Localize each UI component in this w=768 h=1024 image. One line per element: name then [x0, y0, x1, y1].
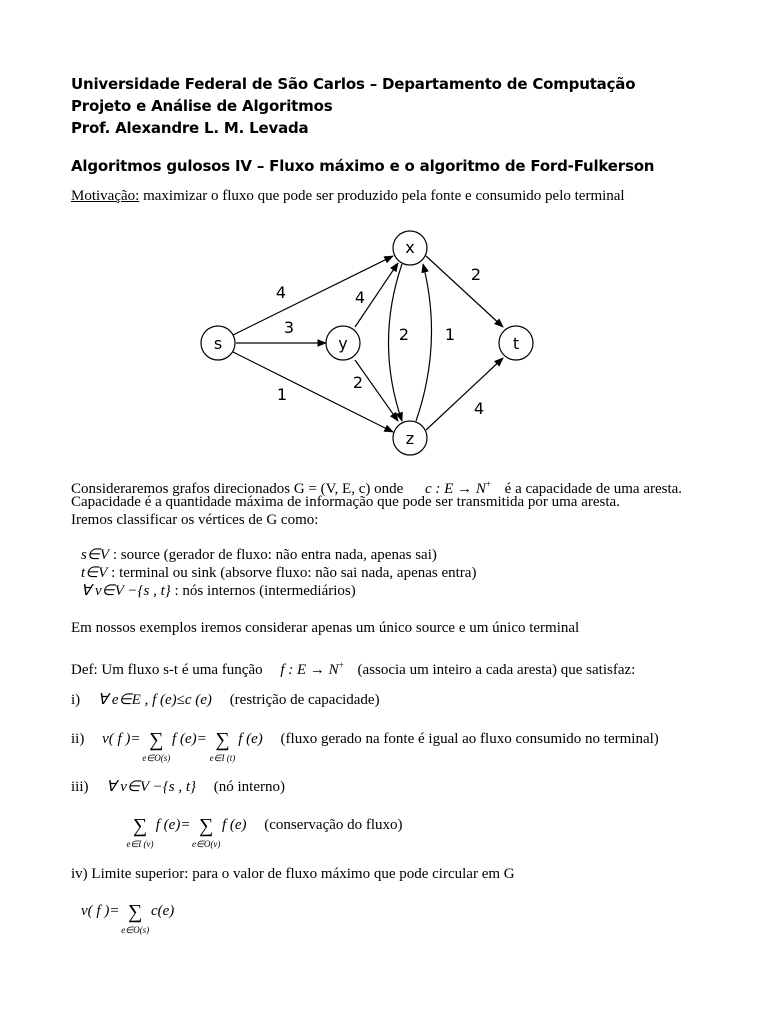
university-line: Universidade Federal de São Carlos – Departamento de Computação [71, 75, 636, 93]
cap-s-y: 3 [283, 318, 295, 337]
paragraph-line-3: Iremos classificar os vértices de G como: [71, 512, 319, 528]
internal-def: ∀ v∈V −{s , t} : nós internos (intermediários) [81, 583, 356, 599]
condition-iii: iii) ∀ v∈V −{s , t} (nó interno) [71, 779, 285, 795]
cap-x-t: 2 [470, 265, 482, 284]
condition-i: i) ∀ e∈E , f (e)≤c (e) (restrição de capacidade) [71, 692, 380, 708]
node-s-label: s [213, 334, 223, 353]
cap-y-x: 4 [354, 288, 366, 307]
node-t-label: t [512, 334, 520, 353]
condition-ii: ii) v( f )= ∑ e∈O(s) f (e)= ∑ e∈I (t) f (e) (fluxo gerado na fonte é igual ao fluxo consumido no terminal) [71, 729, 659, 763]
cap-y-z: 2 [352, 373, 364, 392]
capacity-function: c : E → N+ [425, 479, 491, 497]
terminal-def: t∈V : terminal ou sink (absorve fluxo: não sai nada, apenas entra) [81, 565, 477, 581]
cap-z-x: 1 [444, 325, 456, 344]
flow-function: f : E → N+ [280, 660, 344, 678]
upper-bound: v( f )= ∑ e∈O(s) c(e) [81, 901, 175, 935]
motivation-label: Motivação: [71, 188, 140, 204]
cap-s-z: 1 [276, 385, 288, 404]
cap-s-x: 4 [275, 283, 287, 302]
examples-note: Em nossos exemplos iremos considerar apenas um único source e um único terminal [71, 620, 580, 636]
edge-z-t [426, 358, 503, 430]
edge-x-t [426, 256, 503, 327]
condition-iv: iv) Limite superior: para o valor de fluxo máximo que pode circular em G [71, 866, 515, 882]
paragraph-line-1: Consideraremos grafos direcionados G = (V, E, c) onde c : E → N+ é a capacidade de uma aresta. [71, 479, 683, 497]
flow-definition: Def: Um fluxo s-t é uma função f : E → N+ (associa um inteiro a cada aresta) que satisfaz: [71, 660, 636, 678]
motivation-text: maximizar o fluxo que pode ser produzido pela fonte e consumido pelo terminal [139, 188, 625, 204]
professor-line: Prof. Alexandre L. M. Levada [71, 119, 309, 137]
edge-z-x [416, 264, 432, 421]
node-z-label: z [405, 429, 415, 448]
edge-s-z [233, 352, 393, 432]
paragraph-line-2: Capacidade é a quantidade máxima de informação que pode ser transmitida por uma aresta. [71, 494, 620, 510]
edge-s-x [233, 256, 393, 335]
flow-conservation: ∑ e∈I (v) f (e)= ∑ e∈O(v) f (e) (conservação do fluxo) [126, 815, 403, 849]
node-x-label: x [405, 238, 415, 257]
cap-x-z: 2 [398, 325, 410, 344]
source-def: s∈V : source (gerador de fluxo: não entra nada, apenas sai) [81, 547, 437, 563]
page-title: Algoritmos gulosos IV – Fluxo máximo e o algoritmo de Ford-Fulkerson [71, 157, 655, 175]
course-line: Projeto e Análise de Algoritmos [71, 97, 333, 115]
node-y-label: y [338, 334, 348, 353]
cap-z-t: 4 [473, 399, 485, 418]
flow-network-graph [0, 220, 768, 460]
motivation-line [71, 188, 625, 205]
